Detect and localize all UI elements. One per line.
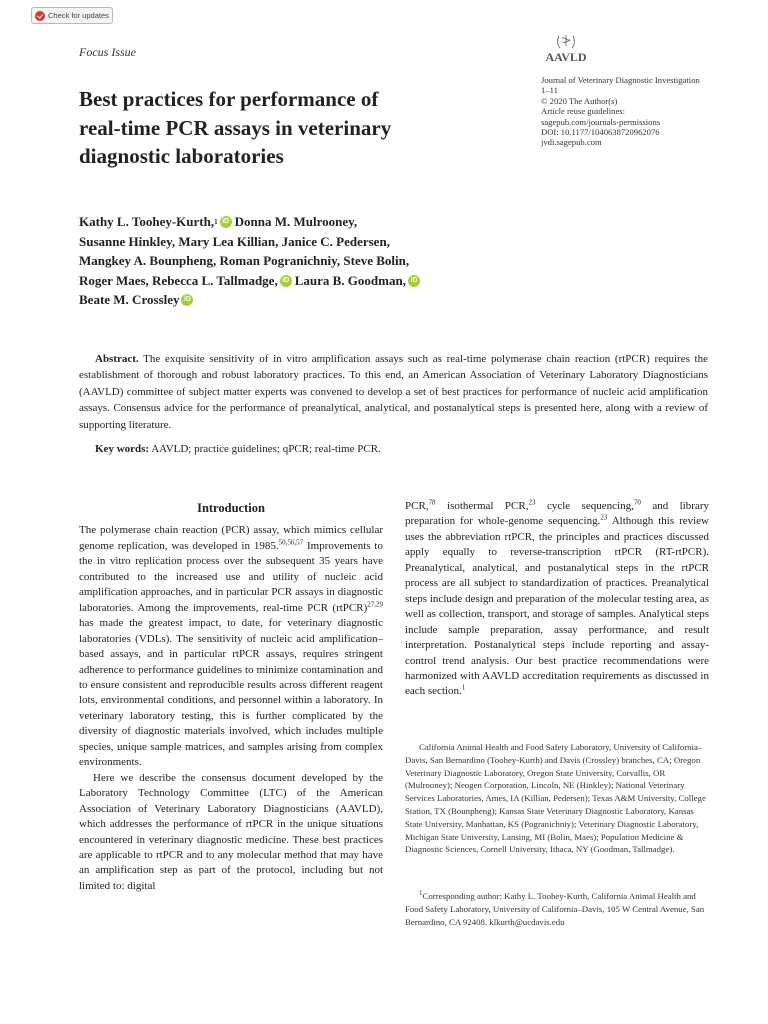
check-for-updates-label: Check for updates — [48, 11, 109, 20]
body-paragraph — [79, 523, 383, 770]
title-line-2: real-time PCR assays in veterinary — [79, 115, 392, 140]
abstract-text: The exquisite sensitivity of in vitro amplification assays such as real-time polymerase chain reaction (rtPCR) requires the establishment of thorough and robust laboratory practices. To this end, an American Association of Veterinary Laboratory Diagnosticians (AAVLD) committee of subject matter experts was convened to develop a set of best practices for performance of nucleic acid amplification assays. Consensus advice for the performance of preanalytical, analytical, and postanalytical steps is presented here, along with a review of supporting literature. — [79, 353, 708, 431]
svg-text:AAVLD: AAVLD — [545, 50, 587, 64]
author-names: Roger Maes, Rebecca L. Tallmadge, — [79, 272, 278, 288]
keywords — [95, 443, 381, 455]
corresponding-ref: 1 — [419, 889, 423, 898]
title-line-3: diagnostic laboratories — [79, 144, 284, 168]
keywords-label: Key words: — [95, 443, 150, 455]
article-title — [79, 85, 499, 171]
paragraph-text: The polymerase chain reaction (PCR) assay, which mimics cellular genome replication, was developed in 1985. — [79, 524, 383, 552]
citation-ref[interactable]: 23 — [528, 498, 536, 507]
author-name: Laura B. Goodman, — [294, 272, 406, 288]
paragraph-text: and library preparation for whole-genome sequencing. — [405, 500, 710, 528]
citation-ref[interactable]: 23 — [600, 513, 608, 522]
citation-ref[interactable]: 70 — [633, 498, 641, 507]
abstract-label: Abstract. — [95, 353, 139, 365]
doi-link[interactable]: DOI: 10.1177/1040638720962076 — [541, 127, 660, 138]
journal-url-link[interactable]: jvdi.sagepub.com — [541, 137, 602, 148]
keywords-text: AAVLD; practice guidelines; qPCR; real-time PCR. — [151, 443, 381, 455]
check-for-updates-button[interactable] — [31, 7, 113, 24]
citation-ref[interactable]: 50,56,57 — [278, 538, 304, 547]
body-right-column — [405, 499, 709, 700]
body-paragraph — [405, 499, 709, 700]
citation-ref[interactable]: 27,29 — [367, 600, 383, 609]
affiliations — [405, 741, 709, 856]
affiliations-text: California Animal Health and Food Safety Laboratory, University of California–Davis, San Bernardino (Toohey-Kurth) and Davis (Crossley) branches, CA; Oregon Veterinary Diagnostic Laboratory, Oregon State University, Corvallis, OR (Mulrooney); Neogen Corporation, Lincoln, NE (Hinkley); National Veterinary Services Laboratories, Ames, IA (Killian, Pedersen); Texas A&M University, College Station, TX (Bounpheng); Kansas State Veterinary Diagnostic Laboratory, Kansas State University, Manhattan, KS (Pogranichniy); Veterinary Diagnostic Laboratory, Michigan State University, Lansing, MI (Bolin, Maes); Population Medicine & Diagnostic Sciences, Cornell University, Ithaca, NY (Goodman, Tallmadge). — [405, 742, 706, 855]
paragraph-text: cycle sequencing, — [535, 500, 634, 512]
body-paragraph: Here we describe the consensus document developed by the Laboratory Technology Committee (LTC) of the American Association of Veterinary Laboratory Diagnosticians (AAVLD), which addresses the performance of rtPCR in the unique situations encountered in veterinary diagnostic medicine. These best practices are applicable to rtPCR and to any molecular method that may have an amplification step as part of the protocol, including but not limited to: digital — [79, 771, 383, 892]
section-label: Focus Issue — [79, 45, 136, 59]
corresponding-author — [405, 890, 709, 928]
journal-info — [541, 75, 741, 148]
author-names: Susanne Hinkley, Mary Lea Killian, Janice C. Pedersen, — [79, 233, 390, 249]
journal-name: Journal of Veterinary Diagnostic Investigation — [541, 75, 700, 85]
orcid-icon[interactable]: iD — [408, 275, 420, 287]
paragraph-text: Although this review uses the abbreviation rtPCR, the principles and practices discussed apply equally to reverse-transcription rtPCR (RT-rtPCR). Preanalytical, analytical, and postanalytical steps in the rtPCR process are all subject to standardization of practices. Preanalytical steps include design and preparation of the molecular testing area, as well as collection, transport, and storage of samples. Analytical steps include sample preparation, assay performance, and result interpretation. Postanalytical steps include reporting and assay-control trend analysis. Our best practice recommendations were harmonized with AAVLD accreditation requirements as discussed in each section. — [405, 515, 709, 698]
author-names: Mangkey A. Bounpheng, Roman Pogranichniy, Steve Bolin, — [79, 253, 410, 269]
abstract — [79, 351, 708, 433]
paragraph-text: Improvements to the in vitro replication process over the subsequent 35 years have contributed to the increased use and utility of nucleic acid amplification approaches, and in particular PCR assays in diagnostic laboratories. Among the improvements, real-time PCR (rtPCR) — [79, 539, 383, 614]
author-name: Kathy L. Toohey-Kurth, — [79, 214, 215, 229]
reuse-label: Article reuse guidelines: — [541, 106, 625, 117]
corresponding-text — [405, 890, 709, 928]
paragraph-text: PCR, — [405, 500, 429, 512]
check-updates-icon — [35, 11, 45, 21]
section-heading: Introduction — [197, 501, 265, 515]
paragraph-text: isothermal PCR, — [435, 500, 529, 512]
orcid-icon[interactable]: iD — [181, 294, 193, 306]
page-range: 1–11 — [541, 85, 558, 96]
author-list: Kathy L. Toohey-Kurth, 1 iD Donna M. Mulrooney, Susanne Hinkley, Mary Lea Killian, Janice C. Pedersen, Mangkey A. Bounpheng, Roman Pogranichniy, Steve Bolin, Roger Maes, Rebecca L. Tallmadge, iD Laura B. Goodman, iD Beate M. Crossley iD — [79, 212, 549, 310]
citation-ref[interactable]: 1 — [461, 683, 466, 692]
author-name: Beate M. Crossley — [79, 292, 180, 308]
paragraph-text: has made the greatest impact, to date, for veterinary diagnostic laboratories (VDLs). The sensitivity of nucleic acid amplification–based assays, and in particular rtPCR assays, requires stringent adherence to performance guidelines to minimize contamination and to ensure consistent and reproducible results across different reagent lots, environmental conditions, and personnel within a laboratory. In veterinary laboratory testing, this is further complicated by the diversity of diagnostic materials involved, which includes multiple species, unique sample matrices, and samples arising from complex environments. — [79, 617, 383, 769]
body-left-column — [79, 501, 383, 894]
copyright: © 2020 The Author(s) — [541, 95, 618, 106]
title-line-1: Best practices for performance of — [79, 87, 379, 111]
citation-ref[interactable]: 78 — [428, 498, 436, 507]
corresponding-author-text: Corresponding author: Kathy L. Toohey-Kurth, California Animal Health and Food Safety Laboratory, University of California–Davis, 105 W Central Avenue, San Bernardino, CA 92408. klkurth@ucdavis.edu — [405, 891, 705, 927]
orcid-icon[interactable]: iD — [280, 275, 292, 287]
author-name: Donna M. Mulrooney, — [234, 214, 358, 229]
permissions-link[interactable]: sagepub.com/journals-permissions — [541, 116, 661, 127]
orcid-icon[interactable]: iD — [220, 216, 232, 228]
aavld-logo — [541, 32, 591, 66]
